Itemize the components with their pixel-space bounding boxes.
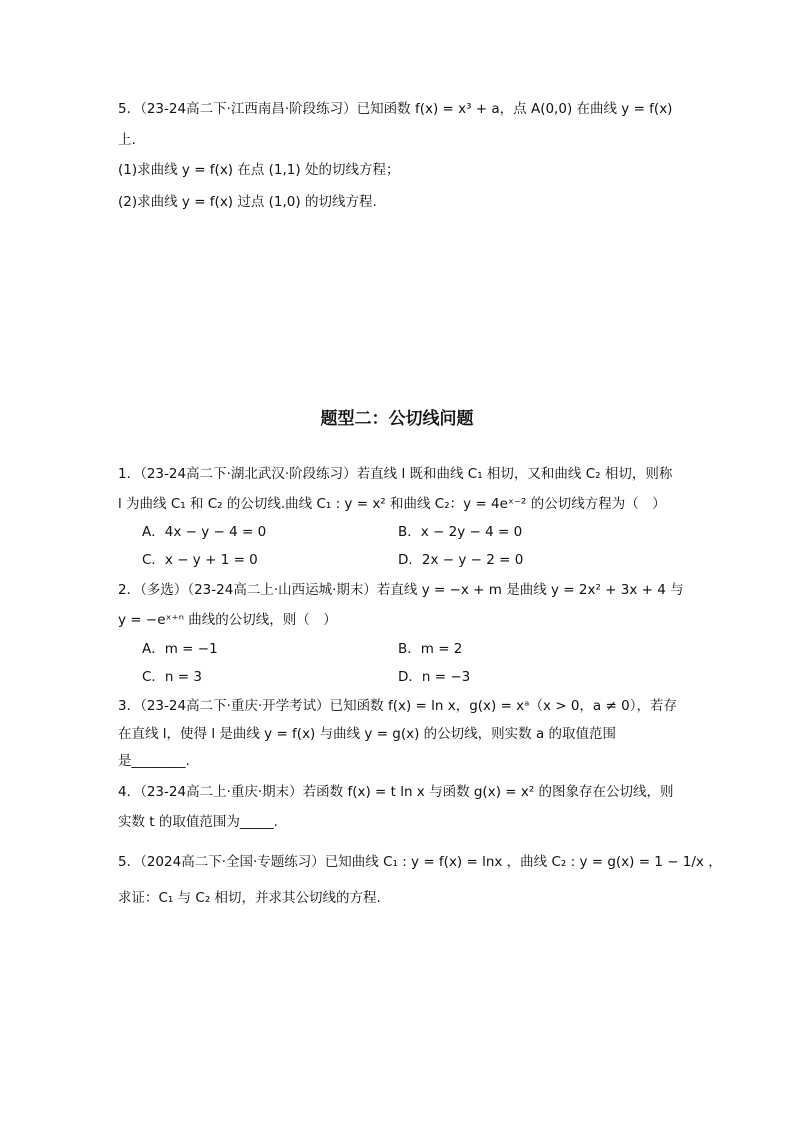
- problem-2-option-b: B．m = 2: [398, 641, 463, 657]
- problem-2-option-a: A．m = −1: [142, 641, 218, 657]
- section-title: 题型二：公切线问题: [320, 409, 474, 429]
- problem-1-option-a: A．4x − y − 4 = 0: [142, 524, 267, 540]
- problem-4-line-2: 实数 t 的取值范围为_____.: [118, 814, 278, 830]
- problem-2-line-2: y = −eˣ⁺ⁿ 曲线的公切线，则（ ）: [118, 612, 337, 628]
- top-problem-question-2: (2)求曲线 y = f(x) 过点 (1,0) 的切线方程.: [118, 194, 377, 210]
- problem-1-line-1: 1．（23-24高二下·湖北武汉·阶段练习）若直线 l 既和曲线 C₁ 相切，又和曲线 C₂ 相切，则称: [118, 466, 673, 482]
- problem-2-line-1: 2．（多选）（23-24高二上·山西运城·期末）若直线 y = −x + m 是曲线 y = 2x² + 3x + 4 与: [118, 582, 684, 598]
- problem-2-option-d: D．n = −3: [398, 669, 471, 685]
- problem-4-line-1: 4．（23-24高二上·重庆·期末）若函数 f(x) = t ln x 与函数 g(x) = x² 的图象存在公切线，则: [118, 784, 674, 800]
- problem-3-line-2: 在直线 l，使得 l 是曲线 y = f(x) 与曲线 y = g(x) 的公切线，则实数 a 的取值范围: [118, 726, 617, 742]
- problem-3-line-3: 是________.: [118, 753, 190, 769]
- problem-1-option-c: C．x − y + 1 = 0: [142, 552, 258, 568]
- problem-1-option-b: B．x − 2y − 4 = 0: [398, 524, 523, 540]
- problem-5-line-2: 求证：C₁ 与 C₂ 相切，并求其公切线的方程.: [118, 890, 381, 906]
- top-problem-question-1: (1)求曲线 y = f(x) 在点 (1,1) 处的切线方程；: [118, 162, 400, 178]
- problem-5-line-1: 5．（2024高二下·全国·专题练习）已知曲线 C₁ : y = f(x) = lnx ，曲线 C₂ : y = g(x) = 1 − 1/x ，: [118, 854, 722, 870]
- problem-3-line-1: 3．（23-24高二下·重庆·开学考试）已知函数 f(x) = ln x，g(x) = xᵃ（x > 0，a ≠ 0），若存: [118, 698, 677, 714]
- top-problem-line-2: 上.: [118, 132, 136, 148]
- problem-1-option-d: D．2x − y − 2 = 0: [398, 552, 524, 568]
- top-problem-line-1: 5．（23-24高二下·江西南昌·阶段练习）已知函数 f(x) = x³ + a，点 A(0,0) 在曲线 y = f(x): [118, 101, 673, 117]
- problem-2-option-c: C．n = 3: [142, 669, 202, 685]
- problem-1-line-2: l 为曲线 C₁ 和 C₂ 的公切线.曲线 C₁ : y = x² 和曲线 C₂：y = 4eˣ⁻² 的公切线方程为（ ）: [118, 496, 666, 512]
